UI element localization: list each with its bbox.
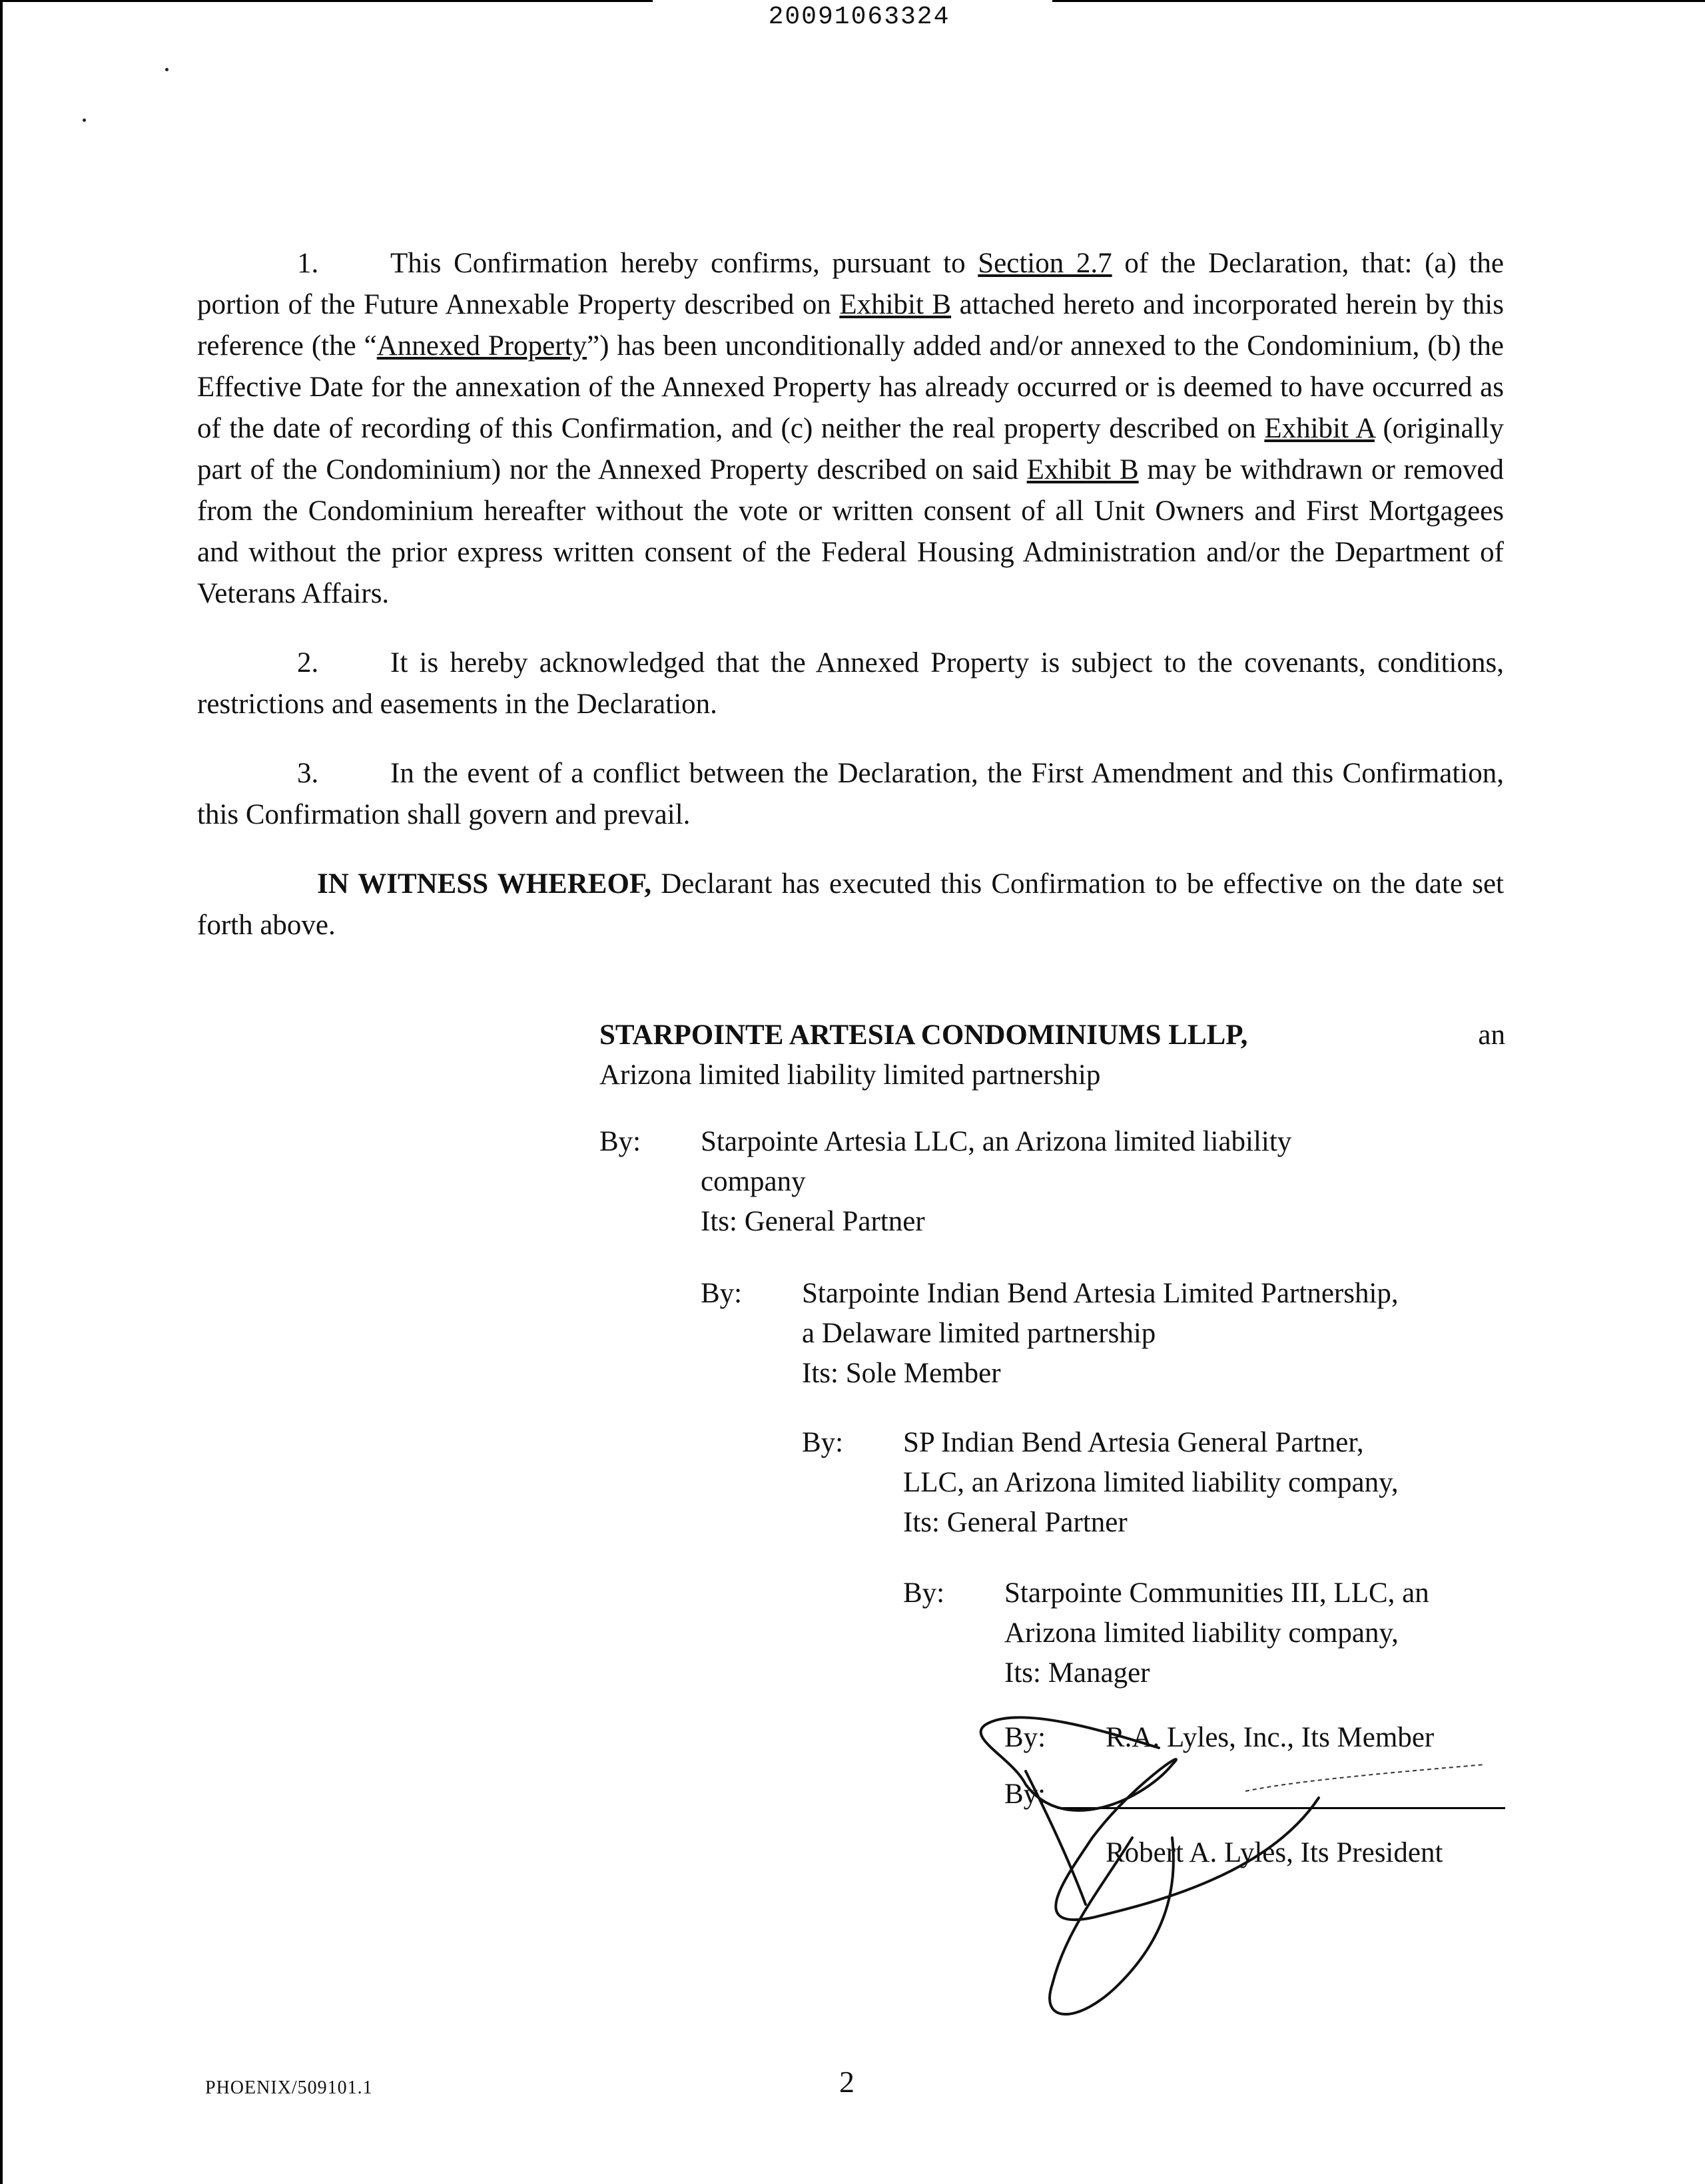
witness-paragraph: IN WITNESS WHEREOF, Declarant has executed this Confirmation to be effective on the date set forth above. — [197, 868, 1504, 941]
by-level-4-line1: Starpointe Communities III, LLC, an — [1004, 1577, 1429, 1609]
by-level-3 — [802, 1423, 1505, 1543]
by-level-3-line2: LLC, an Arizona limited liability company, — [903, 1467, 1399, 1498]
by-level-2-role: Its: Sole Member — [802, 1358, 1001, 1389]
by-level-1 — [599, 1122, 1505, 1242]
recording-number: 20091063324 — [768, 3, 950, 31]
paragraph-2: 2. It is hereby acknowledged that the Annexed Property is subject to the covenants, conditions, restrictions and easements in the Declaration. — [197, 643, 1504, 725]
by-level-5-text: R.A. Lyles, Inc., Its Member — [1106, 1722, 1435, 1753]
by-level-1-line2: company — [701, 1166, 806, 1197]
defined-term: Annexed Property — [376, 330, 587, 362]
by-level-5 — [1004, 1718, 1505, 1758]
signature-block — [599, 1015, 1505, 1868]
by-level-4 — [903, 1573, 1505, 1693]
scan-left-edge — [0, 0, 3, 2184]
by-label: By: — [802, 1427, 844, 1458]
exhibit-ref: Exhibit B — [839, 289, 952, 320]
entity-name-part: STARPOINTE ARTESIA CONDOMINIUMS LLLP, — [599, 1019, 1248, 1051]
top-rule-right — [1052, 0, 1705, 2]
by-level-2-line1: Starpointe Indian Bend Artesia Limited Partnership, — [802, 1278, 1399, 1309]
paragraph-3: 3. In the event of a conflict between the Declaration, the First Amendment and this Confirmation, this Confirmation shall govern and prevail. — [197, 753, 1504, 836]
by-level-4-line2: Arizona limited liability company, — [1004, 1617, 1399, 1649]
entity-description: Arizona limited liability limited partnership — [599, 1059, 1101, 1091]
exhibit-ref: Exhibit B — [1026, 454, 1139, 485]
scan-speck — [165, 68, 169, 71]
entity-an: an — [1478, 1019, 1505, 1051]
section-ref: Section 2.7 — [978, 248, 1112, 279]
paragraph-number: 1. — [297, 248, 319, 279]
document-code: PHOENIX/509101.1 — [205, 2077, 373, 2098]
paragraph-number: 2. — [297, 647, 319, 679]
top-rule-left — [0, 0, 653, 2]
by-label: By: — [903, 1577, 945, 1609]
by-level-1-role: Its: General Partner — [701, 1206, 925, 1237]
by-label: By: — [701, 1278, 743, 1309]
by-level-2 — [701, 1274, 1505, 1394]
by-label: By: — [599, 1126, 641, 1157]
signer-name: Robert A. Lyles, Its President — [1106, 1837, 1443, 1868]
scan-speck — [83, 119, 86, 122]
body-text — [197, 243, 1504, 974]
entity-name-line — [599, 1015, 1505, 1055]
by-level-2-line2: a Delaware limited partnership — [802, 1318, 1156, 1349]
witness-lead: IN WITNESS WHEREOF, — [317, 868, 651, 900]
by-level-3-role: Its: General Partner — [903, 1507, 1128, 1538]
by-level-1-line1: Starpointe Artesia LLC, an Arizona limited liability — [701, 1126, 1292, 1157]
page-number: 2 — [839, 2065, 854, 2099]
paragraph-1: 1. This Confirmation hereby confirms, pursuant to Section 2.7 of the Declaration, that: (a) the portion of the Future Annexable Property described on Exhibit B attached hereto and incorporated herein by this reference (the “Annexed Property”) has been unconditionally added and/or annexed to the Condominium, (b) the Effective Date for the annexation of the Annexed Property has already occurred or is deemed to have occurred as of the date of recording of this Confirmation, and (c) neither the real property described on Exhibit A (originally part of the Condominium) nor the Annexed Property described on said Exhibit B may be withdrawn or removed from the Condominium hereafter without the vote or written consent of all Unit Owners and First Mortgagees and without the prior express written consent of the Federal Housing Administration and/or the Department of Veterans Affairs. — [197, 243, 1504, 615]
by-level-3-line1: SP Indian Bend Artesia General Partner, — [903, 1427, 1364, 1458]
by-label: By: — [1004, 1722, 1046, 1753]
paragraph-number: 3. — [297, 758, 319, 789]
exhibit-ref: Exhibit A — [1264, 413, 1375, 444]
by-level-4-role: Its: Manager — [1004, 1657, 1150, 1689]
signer-by-label: By: — [1004, 1778, 1046, 1810]
signature-line — [1058, 1807, 1505, 1809]
